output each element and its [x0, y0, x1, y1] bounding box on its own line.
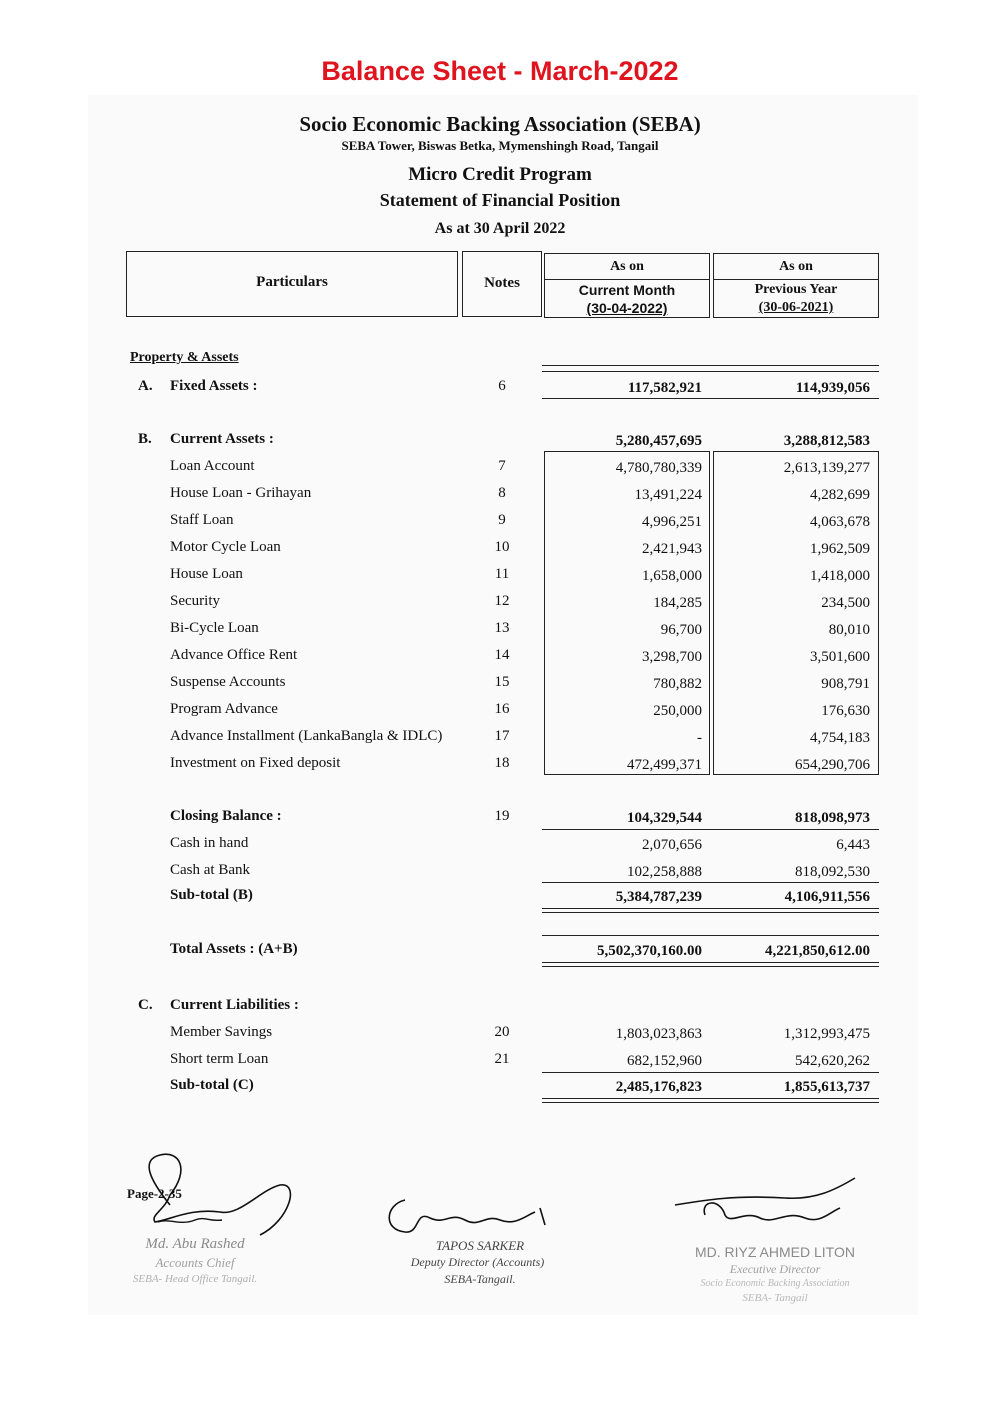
- current-asset-item-label: Program Advance: [170, 701, 278, 717]
- current-asset-item-previous: 80,010: [828, 622, 870, 638]
- current-asset-item-previous: 4,282,699: [810, 487, 870, 503]
- closing-balance-note: 19: [494, 808, 510, 824]
- rule: [542, 908, 879, 909]
- organization-name: Socio Economic Backing Association (SEBA): [299, 112, 701, 136]
- short-term-loan-note: 21: [494, 1051, 510, 1067]
- signature-deputy-director: [375, 1190, 565, 1245]
- fixed-assets-label: Fixed Assets :: [170, 378, 258, 394]
- subtotal-b-label: Sub-total (B): [170, 887, 253, 903]
- current-asset-item-current: 2,421,943: [642, 541, 702, 557]
- statement-date: As at 30 April 2022: [434, 220, 566, 237]
- program-name: Micro Credit Program: [408, 164, 592, 185]
- current-month-date: (30-04-2022): [586, 300, 668, 316]
- current-asset-item-previous: 1,962,509: [810, 541, 870, 557]
- current-assets-previous: 3,288,812,583: [783, 433, 870, 449]
- subtotal-c-label: Sub-total (C): [170, 1077, 254, 1093]
- cash-in-hand-label: Cash in hand: [170, 835, 249, 851]
- particulars-header: Particulars: [256, 274, 328, 290]
- rule: [542, 1102, 879, 1103]
- subtotal-b-previous: 4,106,911,556: [784, 889, 870, 905]
- current-asset-item-current: 13,491,224: [634, 487, 702, 503]
- total-assets-label: Total Assets : (A+B): [170, 941, 298, 957]
- property-assets-heading: Property & Assets: [130, 350, 239, 365]
- section-c-letter: C.: [138, 997, 153, 1013]
- subtotal-b-current: 5,384,787,239: [615, 889, 702, 905]
- closing-balance-label: Closing Balance :: [170, 808, 282, 824]
- current-asset-item-label: Motor Cycle Loan: [170, 539, 281, 555]
- page-title: Balance Sheet - March-2022: [321, 56, 679, 86]
- closing-balance-current: 104,329,544: [627, 810, 702, 826]
- signatory-1-office: SEBA- Head Office Tangail.: [132, 1273, 258, 1285]
- cash-at-bank-current: 102,258,888: [627, 864, 702, 880]
- rule: [542, 1098, 879, 1099]
- current-asset-item-label: Bi-Cycle Loan: [170, 620, 259, 636]
- rule: [542, 962, 879, 963]
- fixed-assets-current: 117,582,921: [627, 380, 702, 396]
- cash-in-hand-previous: 6,443: [836, 837, 870, 853]
- previous-year-label: Previous Year: [754, 282, 838, 297]
- current-asset-item-previous: 176,630: [821, 703, 870, 719]
- current-asset-item-label: Investment on Fixed deposit: [170, 755, 341, 771]
- subtotal-c-current: 2,485,176,823: [615, 1079, 702, 1095]
- cash-in-hand-current: 2,070,656: [642, 837, 702, 853]
- rule: [542, 398, 879, 399]
- current-asset-item-label: Suspense Accounts: [170, 674, 286, 690]
- subtotal-c-previous: 1,855,613,737: [783, 1079, 870, 1095]
- current-asset-item-current: 96,700: [660, 622, 702, 638]
- current-asset-item-current: -: [697, 730, 702, 746]
- statement-title: Statement of Financial Position: [379, 190, 621, 210]
- previous-year-as-on: As on: [779, 259, 813, 274]
- rule: [542, 882, 879, 883]
- current-asset-item-current: 472,499,371: [627, 757, 702, 773]
- current-asset-item-previous: 4,754,183: [810, 730, 870, 746]
- rule: [542, 371, 879, 372]
- signatory-3-title: Executive Director: [729, 1262, 821, 1276]
- current-asset-item-previous: 3,501,600: [810, 649, 870, 665]
- signatory-2-title: Deputy Director (Accounts): [410, 1255, 545, 1269]
- current-asset-item-note: 10: [494, 539, 510, 555]
- current-asset-item-note: 9: [498, 512, 506, 528]
- current-assets-label: Current Assets :: [170, 431, 274, 447]
- short-term-loan-previous: 542,620,262: [795, 1053, 870, 1069]
- current-asset-item-note: 11: [494, 566, 510, 582]
- current-assets-current: 5,280,457,695: [615, 433, 702, 449]
- rule: [542, 829, 879, 830]
- member-savings-note: 20: [494, 1024, 510, 1040]
- rule: [542, 966, 879, 967]
- rule: [542, 912, 879, 913]
- previous-year-date: (30-06-2021): [758, 300, 834, 315]
- current-asset-item-label: Staff Loan: [170, 512, 234, 528]
- fixed-assets-previous: 114,939,056: [795, 380, 870, 396]
- signatory-3-office: Socio Economic Backing Association: [700, 1278, 850, 1289]
- current-liabilities-label: Current Liabilities :: [170, 997, 299, 1013]
- notes-header: Notes: [484, 275, 520, 291]
- header-divider: [544, 279, 710, 280]
- rule: [542, 1072, 879, 1073]
- current-asset-item-note: 7: [498, 458, 506, 474]
- signatory-3-name: MD. RIYZ AHMED LITON: [695, 1244, 855, 1260]
- current-asset-item-previous: 2,613,139,277: [783, 460, 870, 476]
- current-asset-item-note: 17: [494, 728, 510, 744]
- current-asset-item-previous: 1,418,000: [810, 568, 870, 584]
- section-b-letter: B.: [138, 431, 152, 447]
- member-savings-current: 1,803,023,863: [615, 1026, 702, 1042]
- current-asset-item-label: House Loan - Grihayan: [170, 485, 312, 501]
- current-asset-item-current: 1,658,000: [642, 568, 702, 584]
- member-savings-label: Member Savings: [170, 1024, 273, 1040]
- closing-balance-previous: 818,098,973: [795, 810, 870, 826]
- rule: [542, 365, 879, 366]
- current-asset-item-note: 15: [494, 674, 510, 690]
- current-asset-item-label: Loan Account: [170, 458, 255, 474]
- current-asset-item-current: 780,882: [653, 676, 702, 692]
- signature-accounts-chief: [110, 1150, 310, 1240]
- current-asset-item-note: 12: [494, 593, 510, 609]
- signature-executive-director: [665, 1170, 875, 1245]
- section-a-letter: A.: [138, 378, 153, 394]
- signatory-1-name: Md. Abu Rashed: [145, 1236, 245, 1252]
- current-asset-item-note: 14: [494, 647, 510, 663]
- total-assets-current: 5,502,370,160.00: [597, 943, 702, 959]
- current-asset-item-note: 18: [494, 755, 510, 771]
- header-divider: [713, 279, 879, 280]
- current-asset-item-previous: 4,063,678: [810, 514, 870, 530]
- current-asset-item-current: 184,285: [653, 595, 702, 611]
- short-term-loan-label: Short term Loan: [170, 1051, 269, 1067]
- member-savings-previous: 1,312,993,475: [783, 1026, 870, 1042]
- current-asset-item-current: 3,298,700: [642, 649, 702, 665]
- total-assets-previous: 4,221,850,612.00: [765, 943, 870, 959]
- current-asset-item-previous: 234,500: [821, 595, 870, 611]
- current-asset-item-label: House Loan: [170, 566, 243, 582]
- page-number: Page-2-35: [127, 1186, 182, 1201]
- current-asset-item-label: Advance Office Rent: [170, 647, 298, 663]
- organization-address: SEBA Tower, Biswas Betka, Mymenshingh Road, Tangail: [341, 138, 659, 153]
- signatory-3-office2: SEBA- Tangail: [742, 1292, 808, 1304]
- cash-at-bank-label: Cash at Bank: [170, 862, 250, 878]
- current-asset-item-note: 16: [494, 701, 510, 717]
- current-asset-item-current: 250,000: [653, 703, 702, 719]
- current-asset-item-note: 13: [494, 620, 510, 636]
- current-asset-item-current: 4,780,780,339: [615, 460, 702, 476]
- signatory-2-name: TAPOS SARKER: [435, 1238, 525, 1253]
- signatory-2-office: SEBA-Tangail.: [444, 1272, 516, 1286]
- current-asset-item-current: 4,996,251: [642, 514, 702, 530]
- current-asset-item-previous: 908,791: [821, 676, 870, 692]
- current-month-as-on: As on: [610, 259, 644, 274]
- current-asset-item-previous: 654,290,706: [795, 757, 870, 773]
- current-asset-item-note: 8: [498, 485, 506, 501]
- current-month-label: Current Month: [578, 282, 676, 298]
- rule: [542, 935, 879, 936]
- fixed-assets-note: 6: [498, 378, 506, 394]
- current-asset-item-label: Security: [170, 593, 220, 609]
- current-asset-item-label: Advance Installment (LankaBangla & IDLC): [170, 728, 443, 744]
- short-term-loan-current: 682,152,960: [627, 1053, 702, 1069]
- cash-at-bank-previous: 818,092,530: [795, 864, 870, 880]
- signatory-1-title: Accounts Chief: [155, 1255, 235, 1270]
